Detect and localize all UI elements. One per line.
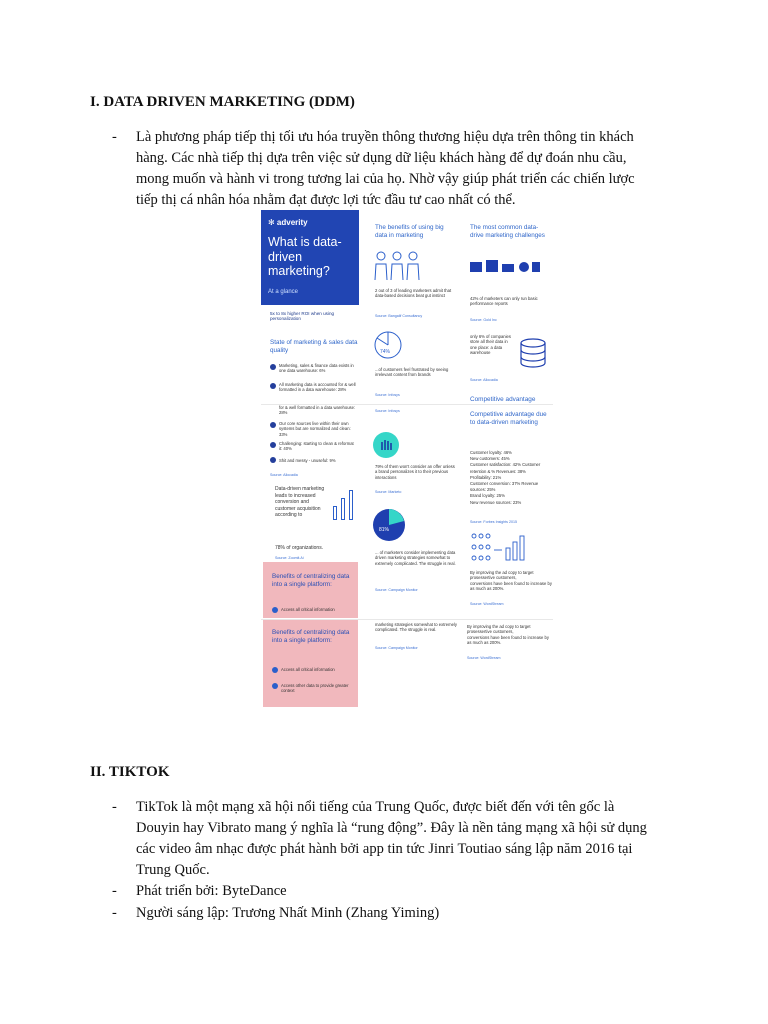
personalize-stat: 79% of them won't consider an offer unless a brand personalizes it to their previous interactions bbox=[375, 464, 455, 480]
section-heading-ddm: I. DATA DRIVEN MARKETING (DDM) bbox=[90, 94, 355, 110]
state-dot bbox=[270, 422, 276, 428]
database-icon bbox=[519, 338, 547, 368]
conversion-highlight: 78% of organizations. bbox=[275, 545, 324, 551]
check-icon bbox=[272, 683, 278, 689]
state-dot bbox=[270, 457, 276, 463]
pie-74-label: 74% bbox=[380, 349, 391, 355]
check-icon bbox=[272, 667, 278, 673]
adcopy-source: Source: WordStream bbox=[470, 602, 504, 606]
competitive-item: Customer conversion: 37% Revenue sources: 25% bbox=[470, 481, 539, 493]
report-icons bbox=[470, 256, 540, 274]
section-heading-tiktok: II. TIKTOK bbox=[90, 764, 170, 780]
state-item-4: Challenging: starting to clean & reformat it: 40% bbox=[279, 441, 354, 452]
competitive-item: Brand loyalty: 25% bbox=[470, 493, 505, 499]
conversion-source: Source: Zoomlt.Ai bbox=[275, 556, 304, 560]
benefits-item-2: Access other data to provide greater context bbox=[281, 683, 349, 694]
state-source: Source: Allocadia bbox=[270, 473, 298, 477]
marketo-source: Source: Marketo bbox=[375, 490, 402, 494]
benefits-title: Benefits of centralizing data into a single platform: bbox=[272, 629, 350, 644]
adcopy-text-repeat: By improving the ad copy to target prosessertive customers, bbox=[467, 624, 531, 635]
ddm-line-2: hàng. Các nhà tiếp thị dựa trên việc sử dụng dữ liệu khách hàng để dự đoán nhu cầu, bbox=[136, 150, 627, 166]
ddm-infographic bbox=[261, 210, 553, 715]
big-data-source: Source: Bangalif Consultancy bbox=[375, 314, 423, 318]
pie-81-icon bbox=[372, 508, 406, 542]
state-item-2: All marketing data is accounted for & well formatted in a data warehouse: 28% bbox=[279, 382, 356, 393]
developer-text: Phát triển bởi: ByteDance bbox=[136, 883, 287, 899]
competitive-item: Customer satisfaction: 42% Customer retention & % Revenues: 38% bbox=[470, 462, 541, 474]
adcopy-highlight-repeat: conversions have been found to increase by as much as 200%. bbox=[467, 635, 549, 646]
state-item-1: Marketing, sales & finance data exists in one data warehouse: 6% bbox=[279, 363, 354, 374]
competitive-item: New customers: 45% bbox=[470, 456, 510, 462]
state-item-3: Our core sources live within their own systems but are normalized and clean: 33% bbox=[279, 421, 351, 437]
ddm-line-4: tiếp thị cá nhân hóa nhằm đạt được lợi tức đầu tư cao nhất có thể. bbox=[136, 192, 516, 208]
big-data-title: The benefits of using big data in marketing bbox=[375, 224, 444, 239]
infographic-subtitle: At a glance bbox=[268, 289, 299, 295]
bullet-dash: - bbox=[112, 129, 117, 145]
infosys-repeat: Source: Infosys bbox=[375, 409, 400, 413]
competitive-source: Source: Forbes Insights 2015 bbox=[470, 520, 517, 524]
tiktok-line-2: Douyin hay Vibrato mang ý nghĩa là “rung động”. Đây là nền tảng mạng xã hội sử dụng bbox=[136, 820, 647, 836]
ddm-line-3: mong muốn và hành vi trong tương lai của họ. Nhờ vậy giúp phát triển các chiến lược bbox=[136, 171, 635, 187]
benefits-panel-2 bbox=[263, 620, 358, 707]
benefits-title: Benefits of centralizing data into a single platform: bbox=[272, 573, 350, 588]
irrelevant-stat: ...of customers feel frustrated by seeing irrelevant content from brands bbox=[375, 367, 449, 378]
check-icon bbox=[272, 607, 278, 613]
competitive-item: New revenue sources: 23% bbox=[470, 499, 522, 505]
people-icon bbox=[373, 250, 421, 282]
state-dot bbox=[270, 364, 276, 370]
adcopy-text: By improving the ad copy to target prosessertive customers, bbox=[470, 570, 534, 581]
complicated-stat: ... of marketers consider implementing data driven marketing strategies somewhat to extremely complicated. The struggle is real. bbox=[375, 550, 456, 566]
conversion-text: Data-driven marketing leads to increased conversion and customer acquisition according to bbox=[275, 486, 325, 519]
tiktok-line-4: Trung Quốc. bbox=[136, 862, 210, 878]
big-data-stat: 2 out of 3 of leading marketers admit that data-based decisions beat gut instinct bbox=[375, 288, 452, 299]
growth-people-icon bbox=[470, 532, 526, 562]
benefits-panel-1 bbox=[263, 562, 358, 618]
irrelevant-source: Source: Infosys bbox=[375, 393, 400, 397]
state-dot bbox=[270, 442, 276, 448]
benefits-item-1: Access all critical information bbox=[281, 667, 335, 672]
bullet-dash: - bbox=[112, 905, 117, 921]
complicated-repeat: marketing strategies somewhat to extremely complicated. The struggle is real. bbox=[375, 622, 457, 633]
hand-icon bbox=[373, 432, 399, 458]
pie-81-label: 81% bbox=[379, 527, 390, 533]
bullet-dash: - bbox=[112, 799, 117, 815]
conversion-bars-icon bbox=[333, 490, 357, 520]
state-title: State of marketing & sales data quality bbox=[270, 339, 358, 354]
bullet-dash: - bbox=[112, 883, 117, 899]
founder-text: Người sáng lập: Trương Nhất Minh (Zhang Yiming) bbox=[136, 905, 440, 921]
infographic-header bbox=[261, 210, 359, 305]
competitive-title: Competitive advantage due to data-driven marketing bbox=[470, 411, 547, 426]
state-fragment: for & well formatted in a data warehouse: 28% bbox=[279, 405, 356, 416]
ddm-line-1: Là phương pháp tiếp thị tối ưu hóa truyền thông thương hiệu dựa trên thông tin khách bbox=[136, 129, 634, 145]
roi-stat: 5x to 8x higher ROI when using personalization bbox=[270, 311, 335, 322]
challenges-title: The most common data-drive marketing challenges bbox=[470, 224, 545, 239]
competitive-list bbox=[470, 450, 552, 506]
state-dot bbox=[270, 383, 276, 389]
tiktok-line-1: TikTok là một mạng xã hội nổi tiếng của Trung Quốc, được biết đến với tên gốc là bbox=[136, 799, 615, 815]
state-item-5: Shit and messy - unuseful: 9% bbox=[279, 458, 336, 463]
warehouse-stat: only 6% of companies store all their data in one place: a data warehouse bbox=[470, 334, 511, 356]
competitive-label: Competitive advantage bbox=[470, 396, 536, 403]
adcopy-highlight: conversions have been found to increase by as much as 200%. bbox=[470, 581, 552, 592]
infographic-title: What is data-driven marketing? bbox=[268, 235, 342, 278]
campaign-source-repeat: Source: Campaign Monitor bbox=[375, 646, 418, 650]
adverity-logo: ✻ adverity bbox=[268, 218, 308, 227]
warehouse-source: Source: Allocadia bbox=[470, 378, 498, 382]
tiktok-line-3: các video âm nhạc được phát hành bởi app tin tức Jinri Toutiao sáng lập năm 2016 tại bbox=[136, 841, 633, 857]
challenges-stat: 42% of marketers can only run basic performance reports bbox=[470, 296, 538, 307]
competitive-item: Customer loyalty: 46% bbox=[470, 450, 512, 455]
campaign-source: Source: Campaign Monitor bbox=[375, 588, 418, 592]
pie-74-icon bbox=[373, 330, 403, 360]
challenges-source: Source: Gold Inc bbox=[470, 318, 497, 322]
benefits-item-1: Access all critical information bbox=[281, 607, 335, 612]
competitive-item: Profitability: 21% bbox=[470, 474, 502, 480]
adcopy-source-repeat: Source: WordStream bbox=[467, 656, 501, 660]
